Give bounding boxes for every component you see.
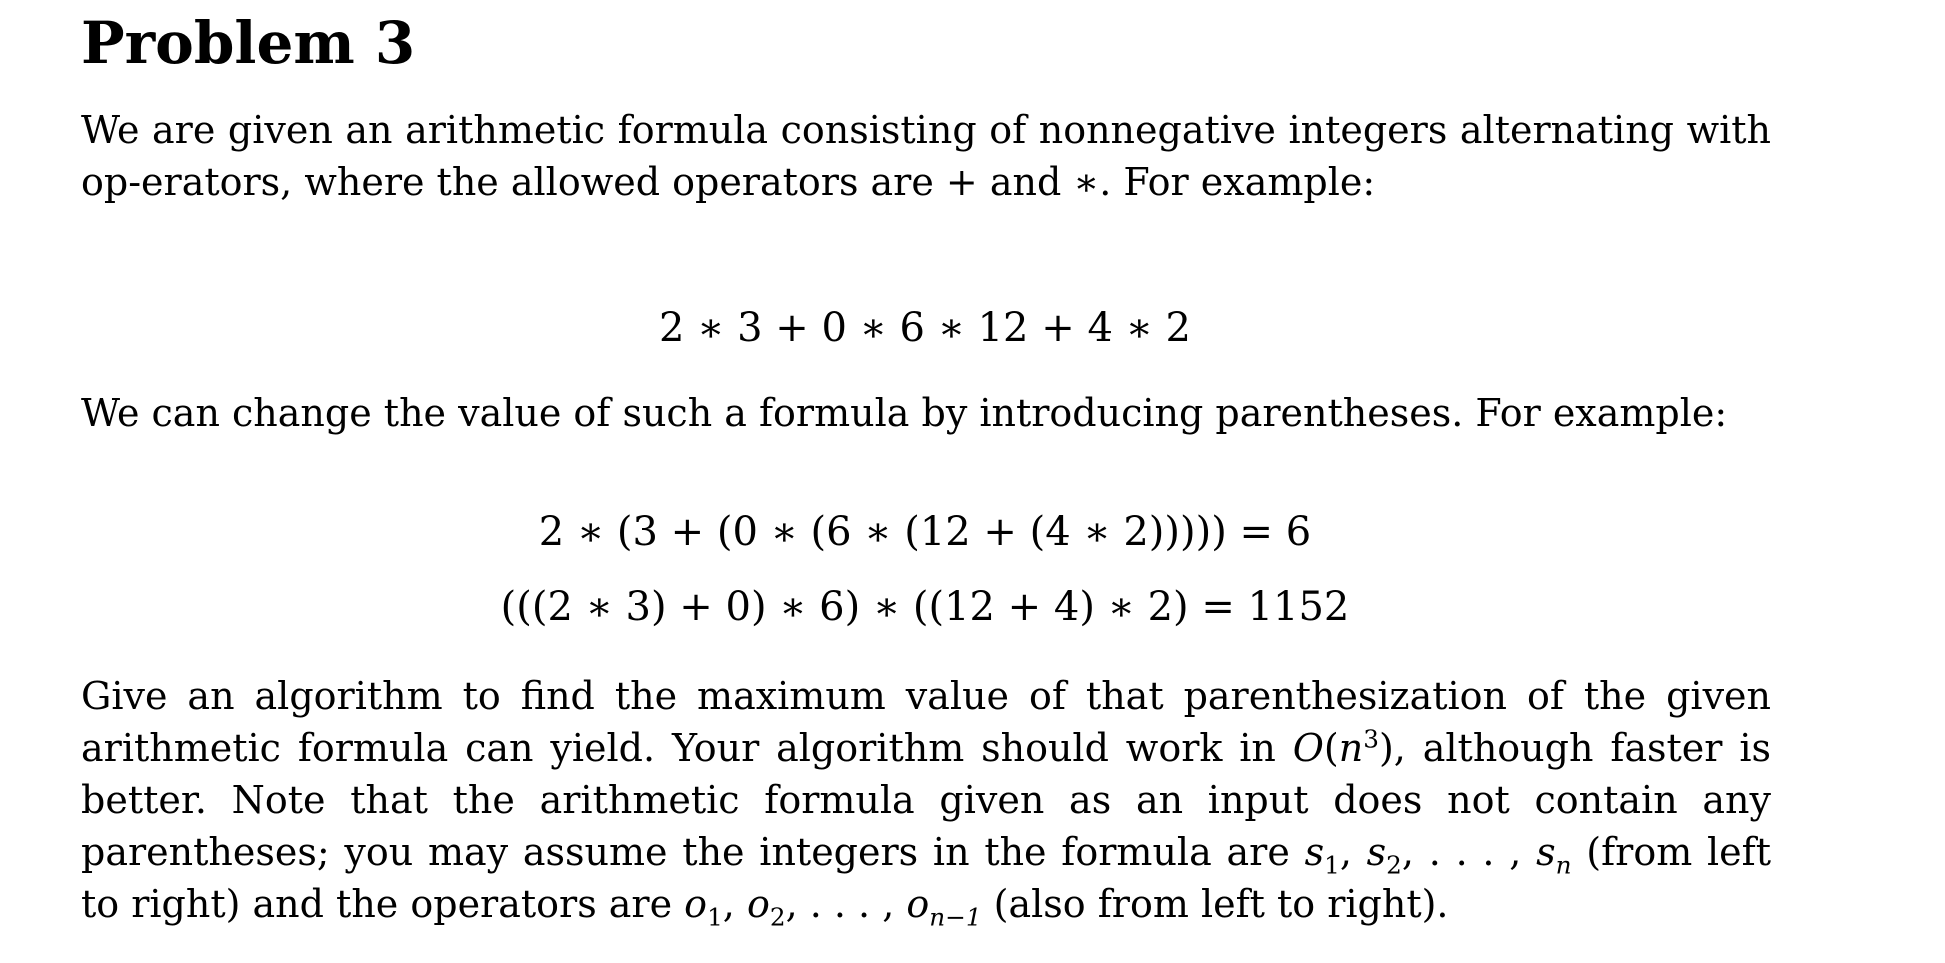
s-var-2: s: [1366, 830, 1387, 874]
task-text-4: (also from left to right).: [981, 882, 1449, 926]
task-paragraph: Give an algorithm to find the maximum value of that parenthesization of the given arithmetic formula can yield. Your algorithm should work in $O(n^3)$, although faster is better. Note that the arithmetic formula given as an input does not contain any parentheses; you may assume the integers in the formula are $s_1$, $s_2$, . . . , $s_n$ (from left to right) and the operators are $o_1$, $o_2$, . . . , $o_{n-1}$ (also from left to right).: [81, 674, 1771, 932]
complexity-n: n: [1338, 726, 1364, 770]
big-o: O: [1292, 726, 1324, 770]
o-var-1: o: [684, 882, 708, 926]
complexity-exponent: 3: [1363, 724, 1379, 754]
o-sub-2: 2: [769, 902, 786, 932]
plus-operator: +: [945, 160, 978, 204]
o-var-n-minus-1: o: [906, 882, 930, 926]
task-text-3: (from left to right) and the operators are: [81, 830, 1771, 926]
example-formula: 2 ∗ 3 + 0 ∗ 6 ∗ 12 + 4 ∗ 2: [659, 305, 1191, 351]
s-var-n: s: [1536, 830, 1556, 874]
o-sub-n-minus-1: n−1: [929, 902, 982, 932]
problem-title: Problem 3: [81, 9, 416, 77]
s-sub-2: 2: [1386, 850, 1402, 880]
parenthesized-example-2: (((2 ∗ 3) + 0) ∗ 6) ∗ ((12 + 4) ∗ 2) = 1152: [500, 584, 1350, 630]
s-sub-1: 1: [1324, 850, 1340, 880]
s-var-1: s: [1304, 830, 1325, 874]
parentheses-paragraph: We can change the value of such a formula by introducing parentheses. For example:: [81, 391, 1728, 435]
o-var-2: o: [746, 882, 770, 926]
task-text-1: Give an algorithm to find the maximum value of that parenthesization of the given arithmetic formula can yield. Your algorithm should work in: [81, 674, 1771, 770]
s-sub-n: n: [1555, 850, 1572, 880]
and-text: and: [977, 160, 1074, 204]
o-sub-1: 1: [707, 902, 723, 932]
problem-intro-paragraph: [81, 104, 1771, 208]
task-text-2: , although faster is better. Note that the arithmetic formula given as an input does not contain any parentheses; you may assume the integers in the formula are: [81, 726, 1771, 874]
intro-text: We are given an arithmetic formula consisting of nonnegative integers alternating with op-erators, where the allowed operators are: [81, 108, 1771, 204]
star-operator: ∗: [1073, 160, 1100, 204]
for-example-text: . For example:: [1099, 160, 1376, 204]
parenthesized-example-1: 2 ∗ (3 + (0 ∗ (6 ∗ (12 + (4 ∗ 2))))) = 6: [538, 509, 1312, 555]
